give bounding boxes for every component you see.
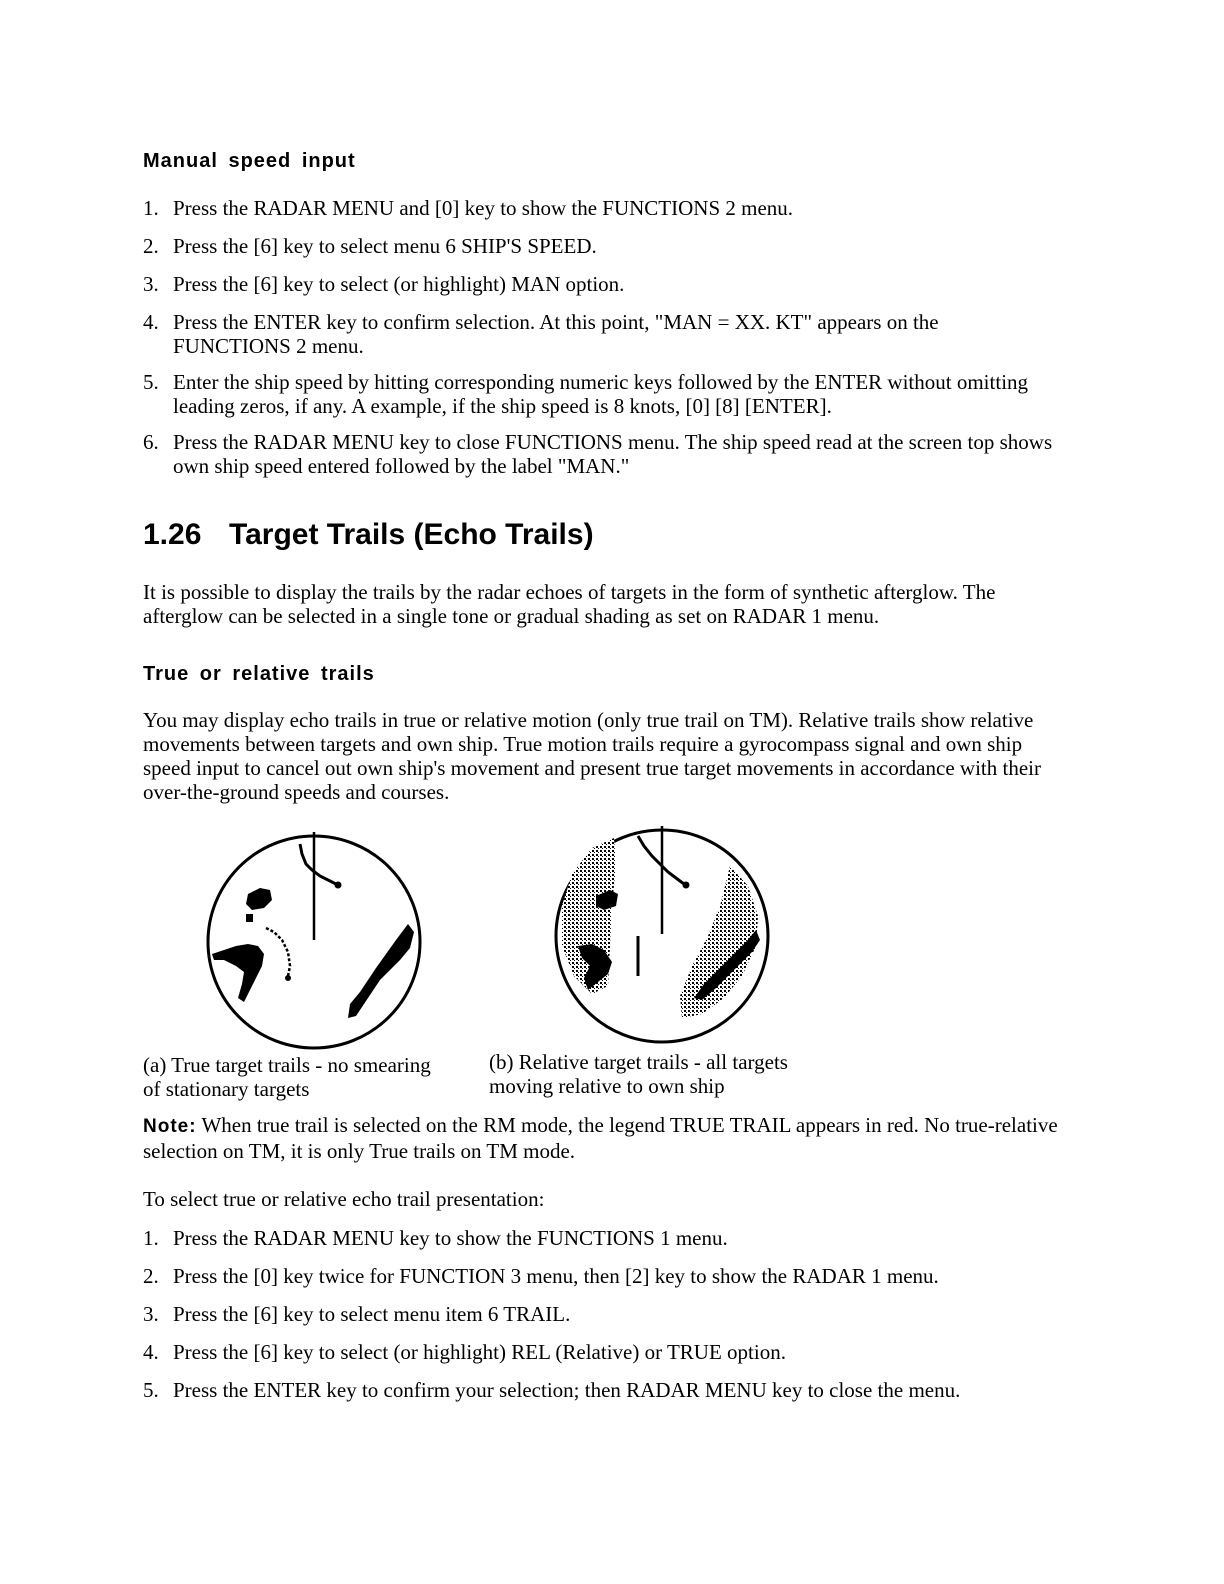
- stationary-echo: [246, 914, 253, 922]
- list-item: 4. Press the [6] key to select (or highlight) REL (Relative) or TRUE option.: [143, 1340, 786, 1364]
- section-intro: It is possible to display the trails by the radar echoes of targets in the form of synthetic afterglow. The afterglow can be selected in a single tone or gradual shading as set on RADAR 1 menu.: [143, 580, 996, 628]
- figure-b-caption: (b) Relative target trails - all targets moving relative to own ship: [489, 1050, 788, 1098]
- note-label: Note:: [143, 1116, 197, 1137]
- list-item: 5. Press the ENTER key to confirm your selection; then RADAR MENU key to close the menu.: [143, 1378, 961, 1402]
- select-steps: [143, 1226, 1073, 1402]
- list-item: 4. Press the ENTER key to confirm selection. At this point, "MAN = XX. KT" appears on the FUNCTIONS 2 menu.: [143, 310, 939, 358]
- figure-a-radar-scope: [204, 832, 424, 1052]
- list-item: 5. Enter the ship speed by hitting corresponding numeric keys followed by the ENTER without omitting leading zeros, if any. A example, if the ship speed is 8 knots, [0] [8] [ENTER].: [143, 370, 1029, 418]
- target-echo: [683, 882, 690, 889]
- list-item: 1. Press the RADAR MENU and [0] key to show the FUNCTIONS 2 menu.: [143, 196, 794, 220]
- list-item: 2. Press the [6] key to select menu 6 SHIP'S SPEED.: [143, 234, 597, 258]
- select-intro: To select true or relative echo trail presentation:: [143, 1187, 545, 1211]
- true-relative-heading: True or relative trails: [143, 663, 375, 685]
- section-heading: [143, 518, 594, 552]
- figure-a-caption: (a) True target trails - no smearing of stationary targets: [143, 1053, 431, 1101]
- section-title: Target Trails (Echo Trails): [229, 518, 594, 551]
- figure-b-radar-scope: [552, 826, 772, 1046]
- note: [143, 1113, 1063, 1163]
- list-item: 3. Press the [6] key to select (or highlight) MAN option.: [143, 272, 625, 296]
- target-echo: [285, 975, 291, 981]
- list-item: 3. Press the [6] key to select menu item 6 TRAIL.: [143, 1302, 571, 1326]
- list-item: 6. Press the RADAR MENU key to close FUNCTIONS menu. The ship speed read at the screen top shows own ship speed entered followed by the label "MAN.": [143, 430, 1053, 478]
- target-echo: [335, 882, 342, 889]
- manual-speed-steps: [143, 196, 1063, 478]
- list-item: 2. Press the [0] key twice for FUNCTION 3 menu, then [2] key to show the RADAR 1 menu.: [143, 1264, 939, 1288]
- manual-speed-heading: Manual speed input: [143, 150, 356, 172]
- section-number: 1.26: [143, 518, 202, 551]
- note-text: When true trail is selected on the RM mode, the legend TRUE TRAIL appears in red. No true-relative selection on TM, it is only True trails on TM mode.: [143, 1113, 1058, 1163]
- list-item: 1. Press the RADAR MENU key to show the FUNCTIONS 1 menu.: [143, 1226, 728, 1250]
- true-relative-body: You may display echo trails in true or relative motion (only true trail on TM). Relative trails show relative movements between targets and own ship. True motion trails require a gyrocompass signal and own ship speed input to cancel out own ship's movement and present true target movements in accordance with their over-the-ground speeds and courses.: [143, 708, 1041, 804]
